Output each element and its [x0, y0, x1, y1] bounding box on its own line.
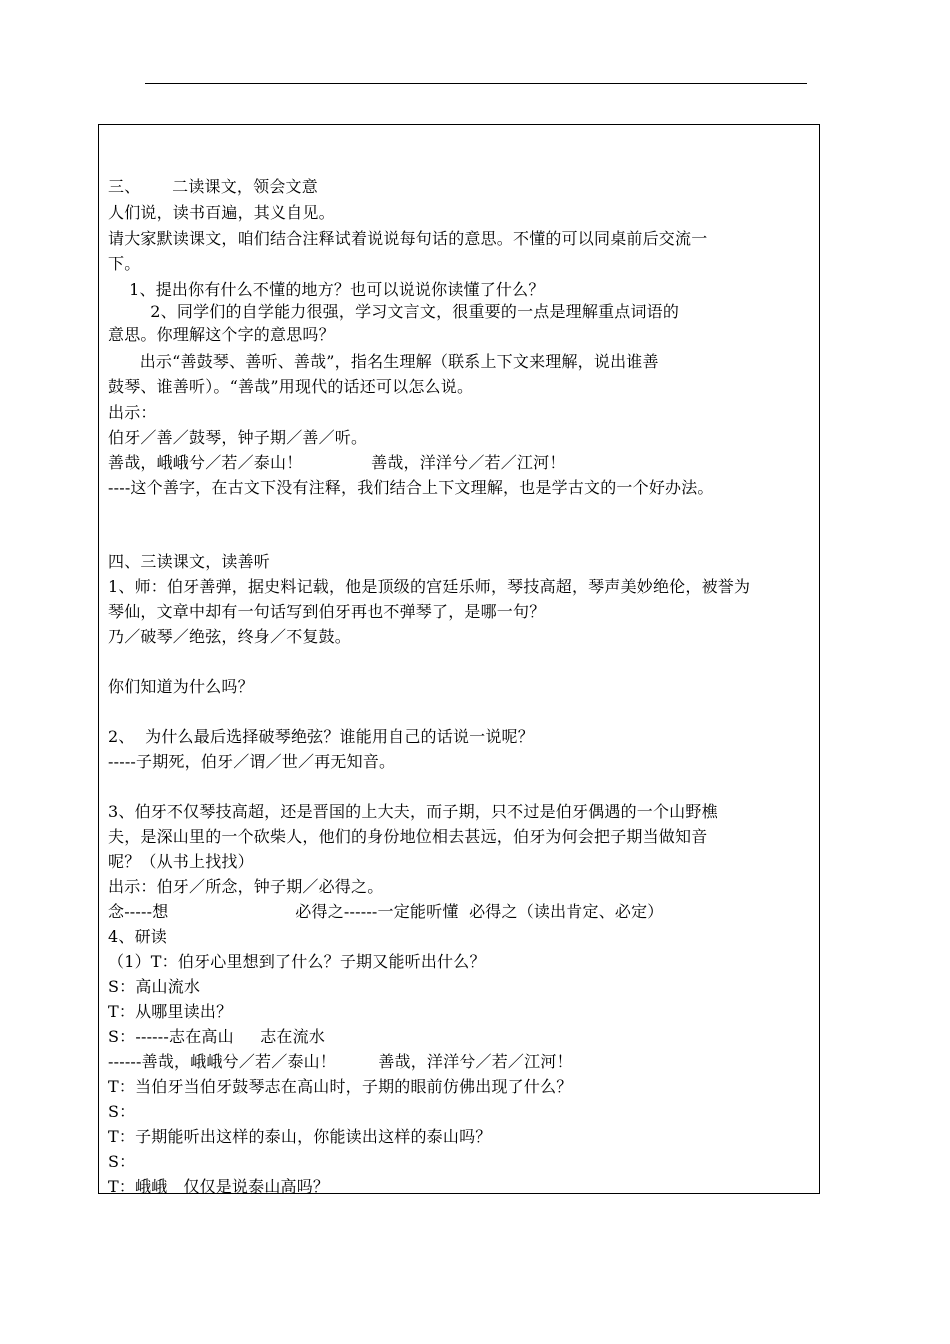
text-line: T：峨峨 仅仅是说泰山高吗？: [108, 1177, 330, 1196]
text-line: 2、 为什么最后选择破琴绝弦？谁能用自己的话说一说呢？: [108, 727, 534, 746]
text-line: S：: [108, 1152, 136, 1171]
text-line: 念-----想 必得之------一定能听懂 必得之（读出肯定、必定）: [108, 902, 664, 921]
text-line: 出示“善鼓琴、善听、善哉”，指名生理解（联系上下文来理解，说出谁善: [108, 352, 659, 371]
section-4-heading: 四、三读课文，读善听: [108, 552, 271, 571]
text-line: 呢？（从书上找找）: [108, 852, 254, 871]
text-line: 琴仙，文章中却有一句话写到伯牙再也不弹琴了，是哪一句？: [108, 602, 546, 621]
text-line: 1、提出你有什么不懂的地方？也可以说说你读懂了什么？: [108, 280, 545, 299]
text-line: 意思。你理解这个字的意思吗？: [108, 325, 335, 344]
text-line: T：当伯牙当伯牙鼓琴志在高山时，子期的眼前仿佛出现了什么？: [108, 1077, 573, 1096]
text-line: 你们知道为什么吗？: [108, 677, 254, 696]
text-line: T：从哪里读出？: [108, 1002, 233, 1021]
header-rule: [145, 83, 807, 84]
text-line: T：子期能听出这样的泰山，你能读出这样的泰山吗？: [108, 1127, 492, 1146]
text-line: 下。: [108, 254, 141, 273]
text-line: （1）T：伯牙心里想到了什么？子期又能听出什么？: [108, 952, 486, 971]
text-line: 伯牙／善／鼓琴，钟子期／善／听。: [108, 428, 368, 447]
text-line: 2、同学们的自学能力很强，学习文言文，很重要的一点是理解重点词语的: [108, 302, 680, 321]
text-line: 请大家默读课文，咱们结合注释试着说说每句话的意思。不懂的可以同桌前后交流一: [108, 229, 708, 248]
text-line: 鼓琴、谁善听）。“善哉”用现代的话还可以怎么说。: [108, 377, 474, 396]
text-line: 出示：伯牙／所念，钟子期／必得之。: [108, 877, 384, 896]
text-line: ------善哉，峨峨兮／若／泰山！ 善哉，洋洋兮／若／江河！: [108, 1052, 573, 1071]
text-line: 乃／破琴／绝弦，终身／不复鼓。: [108, 627, 352, 646]
text-line: 夫，是深山里的一个砍柴人，他们的身份地位相去甚远，伯牙为何会把子期当做知音: [108, 827, 708, 846]
text-line: 善哉，峨峨兮／若／泰山！ 善哉，洋洋兮／若／江河！: [108, 453, 566, 472]
text-line: 4、研读: [108, 927, 167, 946]
text-line: 3、伯牙不仅琴技高超，还是晋国的上大夫，而子期，只不过是伯牙偶遇的一个山野樵: [108, 802, 718, 821]
text-line: 人们说，读书百遍，其义自见。: [108, 203, 335, 222]
text-line: ----这个善字，在古文下没有注释，我们结合上下文理解，也是学古文的一个好办法。: [108, 478, 714, 497]
text-line: -----子期死，伯牙／谓／世／再无知音。: [108, 752, 396, 771]
text-line: S：高山流水: [108, 977, 201, 996]
section-3-heading: 三、 二读课文，领会文意: [108, 177, 318, 196]
text-line: 1、师：伯牙善弹，据史料记载，他是顶级的宫廷乐师，琴技高超，琴声美妙绝伦，被誉为: [108, 577, 751, 596]
text-line: S：------志在高山 志在流水: [108, 1027, 326, 1046]
text-line: 出示：: [108, 403, 157, 422]
text-line: S：: [108, 1102, 136, 1121]
